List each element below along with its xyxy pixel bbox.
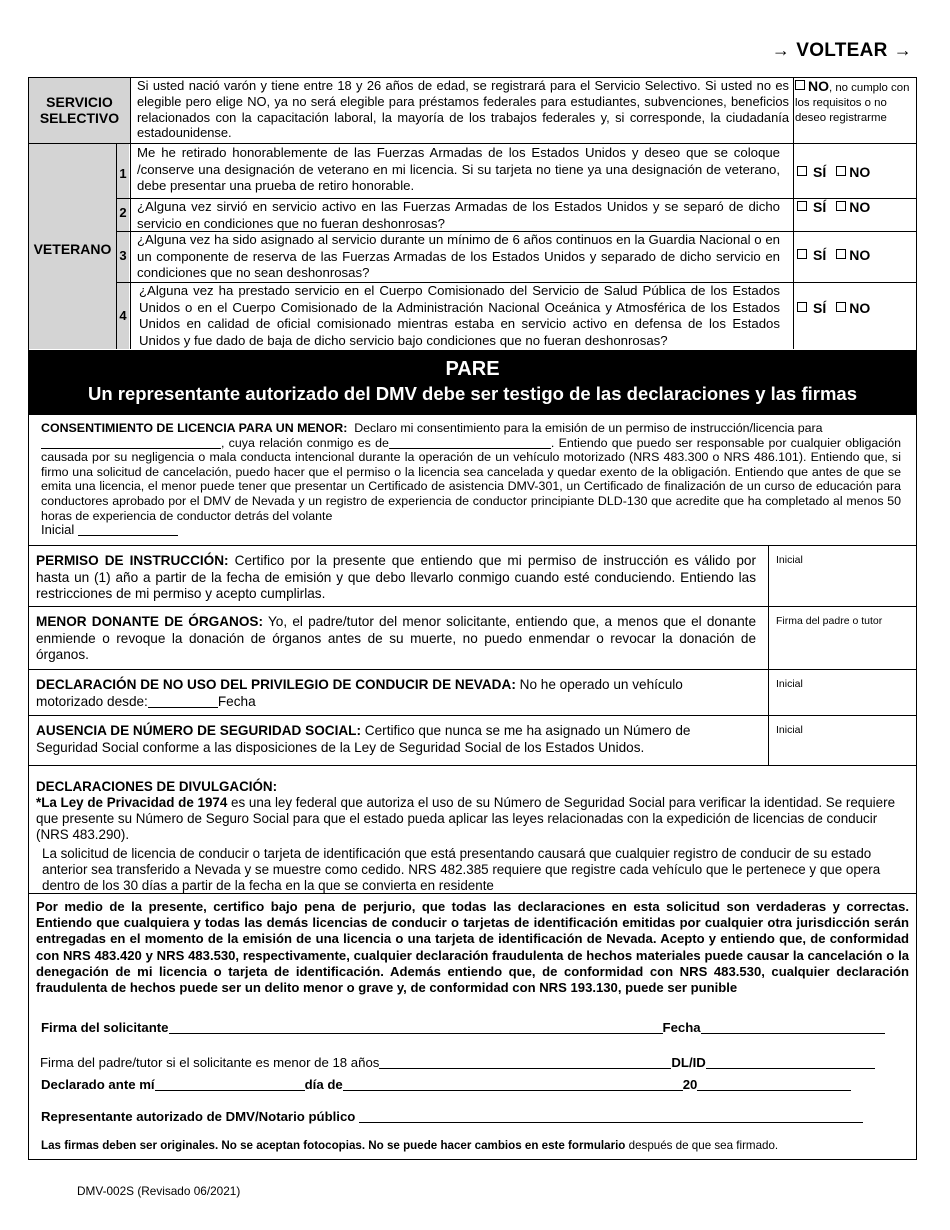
disclosure-section: [36, 779, 896, 843]
veteran-question-4: ¿Alguna vez ha prestado servicio en el Cuerpo Comisionado del Servicio de Salud Pública de los Estados Unidos o en el Cuerpo Comisionado de la Administración Nacional Oceánica y Atmosférica de los Estados Unidos en calidad de oficial comisionado mientras estaba en servicio activo en defensa de los Estados Unidos y fue dado de baja de dicho servicio bajo condiciones que no fueran deshonrosas?: [139, 283, 780, 348]
checkbox-icon[interactable]: [797, 249, 807, 259]
question-number: 4: [119, 308, 127, 323]
transfer-text: La solicitud de licencia de conducir o tarjeta de identificación que está presentando causará que cualquier registro de conducir de su estado anterior sea transferido a Nevada y se muestre como cedido. NRS 482.385 requiere que registre cada vehículo que le pertenece y que opera dentro de los 30 días a partir de la fecha en la que se convierta en residente: [42, 846, 881, 893]
flip-indicator: [766, 40, 918, 62]
banner-subtitle: Un representante autorizado del DMV debe ser testigo de las declaraciones y las firmas: [87, 383, 858, 404]
minor-consent-paragraph: [41, 421, 901, 523]
stop-banner: [28, 350, 917, 415]
non-use-initial-field[interactable]: Inicial: [776, 678, 803, 690]
no-label: NO: [849, 199, 871, 215]
no-ssn-text: Certifico que nunca se me ha asignado un Número de Seguridad Social conforme a las disposiciones de la Ley de Seguridad Social de los Estados Unidos.: [36, 723, 691, 755]
declared-row: [41, 1077, 851, 1092]
divider: [29, 765, 917, 766]
divider: [29, 143, 917, 144]
checkbox-icon[interactable]: [795, 80, 805, 90]
non-use-text: No he operado un vehículo motorizado desde:: [36, 677, 683, 709]
checkbox-icon[interactable]: [836, 166, 846, 176]
relationship-field[interactable]: [389, 448, 551, 449]
year-field[interactable]: [697, 1090, 851, 1091]
consent-text: Declaro mi consentimiento para la emisión de un permiso de instrucción/licencia para: [354, 421, 823, 435]
dlid-label: DL/ID: [671, 1055, 706, 1070]
divider: [29, 669, 917, 670]
question-number: 2: [119, 205, 127, 220]
representative-signature-field[interactable]: [359, 1122, 863, 1123]
parent-signature-row: [40, 1055, 875, 1070]
no-ssn-heading: AUSENCIA DE NÚMERO DE SEGURIDAD SOCIAL:: [36, 723, 362, 738]
day-field[interactable]: [343, 1090, 683, 1091]
signature-note: [41, 1139, 778, 1152]
applicant-date-field[interactable]: [701, 1033, 885, 1034]
selective-service-text: Si usted nació varón y tiene entre 18 y 26 años de edad, se registrará para el Servicio Selectivo. Si usted no es elegible pero elige NO, ya no será elegible para préstamos federales para estudiantes, subvenciones, beneficios relacionados con la capacitación laboral, la mayoría de los trabajos federales y, si corresponde, la ciudadanía estadounidense.: [137, 78, 789, 141]
divider: [29, 545, 917, 546]
banner-title: PARE: [445, 358, 500, 380]
permit-text: Certifico por la presente que entiendo que mi permiso de instrucción es válido por hasta un (1) año a partir de la fecha de emisión y que debo llevarlo conmigo cuando esté conduciendo. Entiendo las restricciones de mi permiso y acepto cumplirlas.: [36, 553, 756, 601]
divider: [29, 893, 917, 894]
minor-consent-initial: [41, 523, 178, 538]
checkbox-icon[interactable]: [797, 302, 807, 312]
no-ssn-initial-field[interactable]: Inicial: [776, 724, 803, 736]
date-label: Fecha: [662, 1020, 701, 1035]
non-use-section: [36, 677, 716, 710]
veteran-label: VETERANO: [33, 241, 112, 257]
date-label: Fecha: [217, 693, 256, 709]
divider: [793, 78, 794, 349]
yes-label: SÍ: [813, 247, 827, 263]
certification-text: Por medio de la presente, certifico bajo pena de perjurio, que todas las declaraciones en esta solicitud son verdaderas y correctas. Entiendo que cualquiera y todas las demás licencias de conducir o tarjetas de identificación emitidas por cualquier otra jurisdicción serán entregadas en el momento de la emisión de una licencia o una tarjeta de identificación de Nevada. Acepto y entiendo que, de conformidad con NRS 483.420 y NRS 483.530, respectivamente, cualquier declaración fraudulenta de hechos materiales puede causar la cancelación o la denegación de mi licencia o tarjeta de identificación. Además entiendo que, de conformidad con NRS 483.530, cualquier declaración fraudulenta de hechos puede ser un delito menor o grave y, de conformidad con NRS 193.130, puede ser punible: [36, 899, 909, 996]
veteran-question-2: ¿Alguna vez sirvió en servicio activo en las Fuerzas Armadas de los Estados Unidos y se separó de dicho servicio en condiciones que no fueran deshonrosas?: [137, 199, 780, 231]
veteran-question-1: Me he retirado honorablemente de las Fuerzas Armadas de los Estados Unidos y deseo que se coloque /conserve una designación de veterano en mi licencia. Si su tarjeta no tiene ya una designación de veterano, debe presentar una prueba de retiro honorable.: [137, 145, 780, 193]
permit-heading: PERMISO DE INSTRUCCIÓN:: [36, 553, 229, 568]
dlid-field[interactable]: [706, 1068, 875, 1069]
organ-donor-section: [36, 614, 756, 664]
minor-consent-heading: CONSENTIMIENTO DE LICENCIA PARA UN MENOR:: [41, 421, 348, 435]
declared-field[interactable]: [155, 1090, 305, 1091]
year-label: 20: [682, 1077, 698, 1092]
initial-field[interactable]: [78, 535, 178, 536]
yes-label: SÍ: [813, 300, 827, 316]
permit-initial-field[interactable]: Inicial: [776, 554, 803, 566]
checkbox-icon[interactable]: [797, 166, 807, 176]
divider: [130, 78, 131, 349]
organ-donor-heading: MENOR DONANTE DE ÓRGANOS:: [36, 614, 264, 629]
permit-section: [36, 553, 756, 603]
applicant-signature-label: Firma del solicitante: [41, 1020, 169, 1035]
note-bold: Las firmas deben ser originales. No se aceptan fotocopias. No se puede hacer cambios en este formulario: [41, 1139, 626, 1152]
privacy-text: es una ley federal que autoriza el uso de su Número de Seguridad Social para verificar la identidad. Se requiere que presente su Número de Seguro Social para que el estado pueda aplicar las leyes relacionadas con la expedición de licencias de conducir (NRS 483.290).: [36, 795, 896, 842]
divider: [29, 715, 917, 716]
applicant-signature-row: [41, 1020, 885, 1035]
checkbox-icon[interactable]: [836, 249, 846, 259]
day-of-label: día de: [304, 1077, 343, 1092]
flip-label: VOLTEAR: [796, 40, 888, 61]
divider: [768, 545, 769, 765]
option-rest-label: , no cumplo con los requisitos o no deseo registrarme: [795, 82, 910, 124]
note-rest: después de que sea firmado.: [628, 1139, 779, 1152]
veteran-q2-options[interactable]: [797, 199, 870, 215]
consent-text: . Entiendo que puedo ser responsable por cualquier obligación causada por su negligencia o mala conducta intencional durante la operación de un vehículo motorizado (NRS 483.300 o NRS 486.101). Entiendo que, si firmo una solicitud de cancelación, puedo hacer que el permiso o la licencia sea cancelada y quedar exento de la obligación. Entiendo que antes de que se emita una licencia, el menor puede tener que presentar un Certificado de asistencia DMV-301, un Certificado de finalización de un curso de educación para conductores aprobado por el DMV de Nevada y un registro de experiencia de conductor principiante DLD-130 que acredite que ha completado al menos 50 horas de experiencia de conductor detrás del volante: [41, 435, 901, 523]
question-number: 3: [119, 248, 127, 263]
non-use-heading: DECLARACIÓN DE NO USO DEL PRIVILEGIO DE CONDUCIR DE NEVADA:: [36, 677, 516, 692]
declared-label: Declarado ante mí: [41, 1077, 155, 1092]
representative-row: [41, 1109, 863, 1124]
selective-no-option[interactable]: [795, 79, 915, 126]
no-label: NO: [849, 300, 871, 316]
arrow-right-icon: →: [771, 40, 791, 60]
organ-donor-text: Yo, el padre/tutor del menor solicitante, entiendo que, a menos que el donante enmiende o revoque la donación de órganos antes de su muerte, no puedo enmendar o revocar la donación de órganos.: [36, 614, 757, 662]
veteran-q3-options[interactable]: [797, 247, 870, 263]
form-number: DMV-002S (Revisado 06/2021): [77, 1184, 241, 1198]
veteran-q1-options[interactable]: [797, 164, 870, 180]
selective-service-label: [29, 94, 130, 126]
veteran-q4-options[interactable]: [797, 300, 870, 316]
yes-label: SÍ: [813, 199, 827, 215]
label-line: SERVICIO: [46, 94, 113, 110]
checkbox-icon[interactable]: [797, 201, 807, 211]
disclosure-heading: DECLARACIONES DE DIVULGACIÓN:: [36, 779, 278, 794]
initial-label: Inicial: [41, 522, 75, 537]
checkbox-icon[interactable]: [836, 201, 846, 211]
guardian-signature-field[interactable]: Firma del padre o tutor: [776, 615, 883, 627]
consent-text: , cuya relación conmigo es de: [221, 435, 389, 450]
question-number: 1: [119, 166, 127, 181]
yes-label: SÍ: [813, 164, 827, 180]
non-use-date-field[interactable]: [148, 707, 218, 708]
checkbox-icon[interactable]: [836, 302, 846, 312]
no-label: NO: [849, 164, 871, 180]
no-label: NO: [849, 247, 871, 263]
applicant-signature-field[interactable]: [169, 1033, 663, 1034]
label-line: SELECTIVO: [39, 110, 120, 126]
parent-signature-label: Firma del padre/tutor si el solicitante es menor de 18 años: [40, 1055, 380, 1070]
arrow-right-icon: →: [893, 40, 912, 60]
privacy-act-label: *La Ley de Privacidad de 1974: [36, 795, 228, 810]
minor-name-field[interactable]: [41, 448, 221, 449]
option-no-label: NO: [808, 78, 829, 94]
parent-signature-field[interactable]: [379, 1068, 671, 1069]
representative-label: Representante autorizado de DMV/Notario público: [41, 1109, 356, 1124]
divider: [29, 606, 917, 607]
veteran-question-3: ¿Alguna vez ha sido asignado al servicio durante un mínimo de 6 años continuos en la Guardia Nacional o en un componente de reserva de las Fuerzas Armadas de los Estados Unidos y separado de dicho servicio en condiciones que no sean deshonrosas?: [137, 232, 780, 280]
no-ssn-section: [36, 723, 736, 756]
